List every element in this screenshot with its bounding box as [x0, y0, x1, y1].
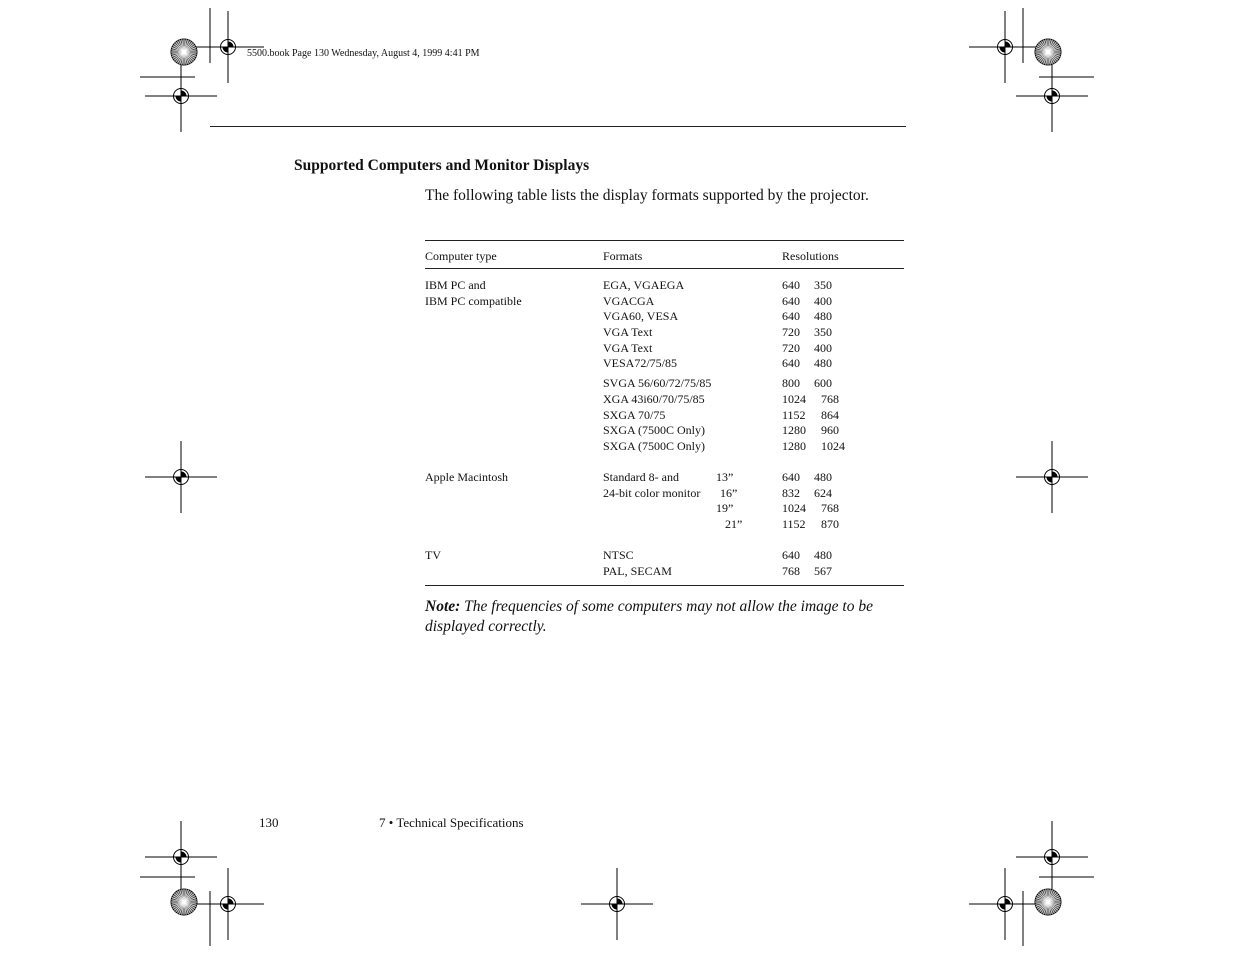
format-cell: VESA72/75/85	[603, 356, 678, 370]
resolution-height-cell: 400	[814, 294, 832, 308]
table-header-rule	[425, 268, 904, 269]
column-header-formats: Formats	[603, 249, 643, 263]
resolution-width-cell: 640	[782, 356, 800, 370]
format-cell: 24-bit color monitor	[603, 486, 701, 500]
resolution-width-cell: 800	[782, 376, 800, 390]
resolution-width-cell: 640	[782, 470, 800, 484]
table-top-rule	[425, 240, 904, 241]
resolution-height-cell: 1024	[821, 439, 845, 453]
column-header-resolutions: Resolutions	[782, 249, 839, 263]
computer-type-cell: Apple Macintosh	[425, 470, 508, 484]
monitor-size-cell: 21”	[725, 517, 743, 531]
resolution-width-cell: 720	[782, 325, 800, 339]
resolution-width-cell: 1280	[782, 423, 806, 437]
resolution-width-cell: 720	[782, 341, 800, 355]
page-number: 130	[259, 815, 279, 830]
resolution-width-cell: 1152	[782, 517, 806, 531]
resolution-height-cell: 480	[814, 356, 832, 370]
format-cell: VGA Text	[603, 341, 653, 355]
format-cell: SXGA (7500C Only)	[603, 439, 706, 453]
resolution-height-cell: 864	[821, 408, 839, 422]
resolution-height-cell: 480	[814, 309, 832, 323]
format-cell: PAL, SECAM	[603, 564, 672, 578]
format-cell: EGA, VGAEGA	[603, 278, 685, 292]
computer-type-cell: IBM PC compatible	[425, 294, 522, 308]
format-cell: VGA60, VESA	[603, 309, 679, 323]
resolution-width-cell: 640	[782, 278, 800, 292]
note-label: Note:	[425, 598, 461, 615]
resolution-height-cell: 960	[821, 423, 839, 437]
chapter-footer: 7 • Technical Specifications	[379, 815, 524, 830]
column-header-computer-type: Computer type	[425, 249, 497, 263]
resolution-height-cell: 624	[814, 486, 832, 500]
intro-paragraph: The following table lists the display formats supported by the projector.	[425, 187, 869, 204]
resolution-width-cell: 768	[782, 564, 800, 578]
resolution-height-cell: 350	[814, 278, 832, 292]
resolution-width-cell: 640	[782, 294, 800, 308]
computer-type-cell: TV	[425, 548, 441, 562]
resolution-height-cell: 768	[821, 392, 839, 406]
format-cell: XGA 43i60/70/75/85	[603, 392, 705, 406]
resolution-width-cell: 640	[782, 309, 800, 323]
resolution-width-cell: 1024	[782, 501, 806, 515]
resolution-width-cell: 1280	[782, 439, 806, 453]
section-heading: Supported Computers and Monitor Displays	[294, 157, 590, 174]
book-slug-line: 5500.book Page 130 Wednesday, August 4, 1999 4:41 PM	[247, 48, 480, 59]
resolution-width-cell: 1152	[782, 408, 806, 422]
format-cell: NTSC	[603, 548, 634, 562]
header-rule	[210, 126, 906, 127]
resolution-width-cell: 640	[782, 548, 800, 562]
resolution-height-cell: 400	[814, 341, 832, 355]
monitor-size-cell: 13”	[716, 470, 734, 484]
resolution-height-cell: 567	[814, 564, 832, 578]
format-cell: VGACGA	[603, 294, 655, 308]
note	[425, 597, 905, 637]
format-cell: Standard 8- and	[603, 470, 679, 484]
resolution-height-cell: 480	[814, 548, 832, 562]
resolution-width-cell: 832	[782, 486, 800, 500]
format-cell: SXGA (7500C Only)	[603, 423, 706, 437]
monitor-size-cell: 16”	[720, 486, 738, 500]
resolution-height-cell: 350	[814, 325, 832, 339]
computer-type-cell: IBM PC and	[425, 278, 486, 292]
note-text: The frequencies of some computers may not allow the image to be displayed correctly.	[425, 598, 873, 635]
format-cell: SVGA 56/60/72/75/85	[603, 376, 712, 390]
format-cell: SXGA 70/75	[603, 408, 666, 422]
table-bottom-rule	[425, 585, 904, 586]
resolution-width-cell: 1024	[782, 392, 806, 406]
resolution-height-cell: 870	[821, 517, 839, 531]
resolution-height-cell: 480	[814, 470, 832, 484]
format-cell: VGA Text	[603, 325, 653, 339]
monitor-size-cell: 19”	[716, 501, 734, 515]
resolution-height-cell: 768	[821, 501, 839, 515]
resolution-height-cell: 600	[814, 376, 832, 390]
